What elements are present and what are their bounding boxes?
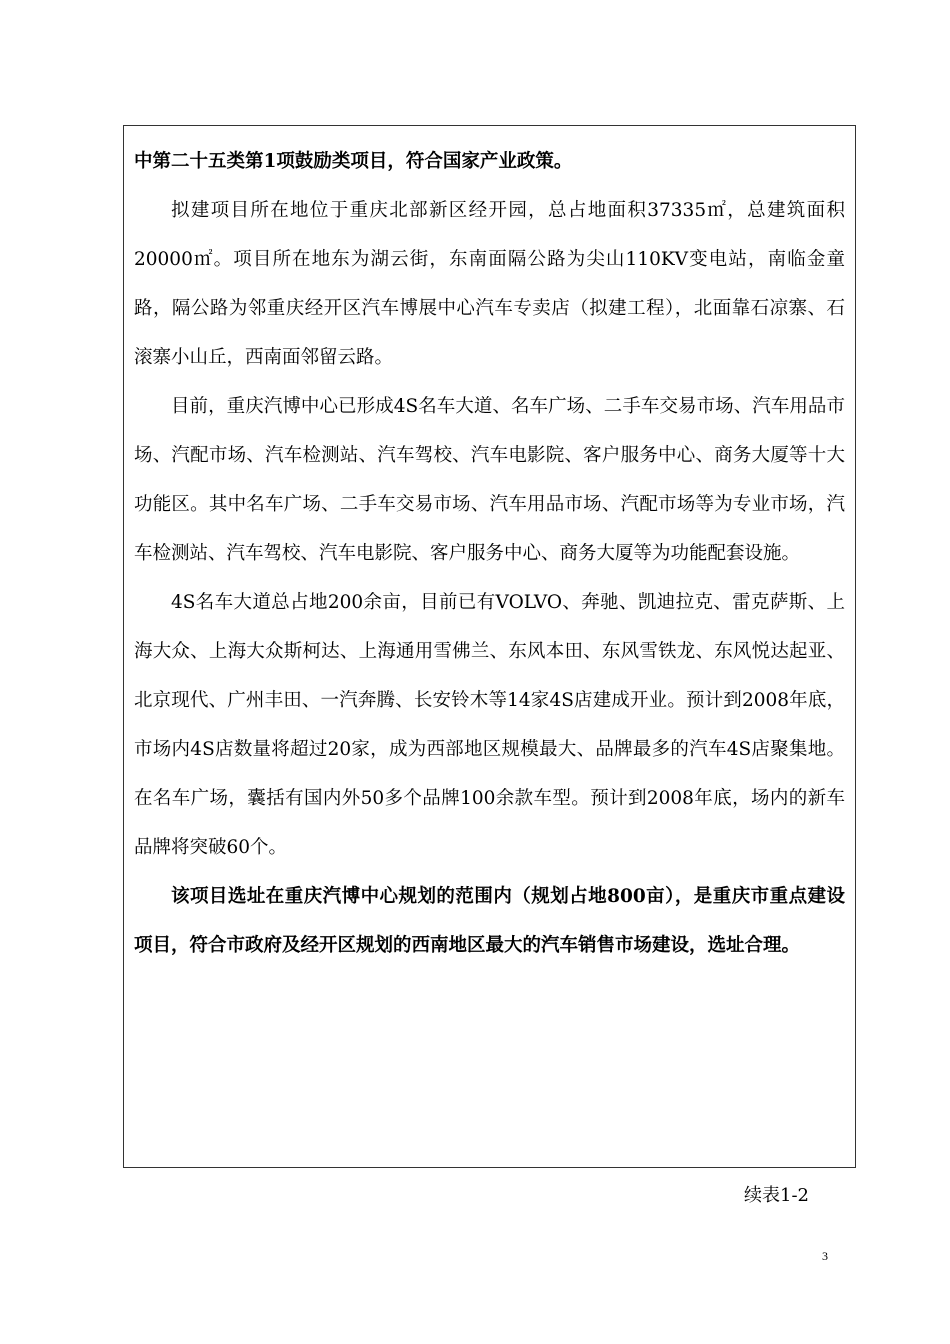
table-cell-content [134, 137, 845, 970]
paragraph-site-location: 拟建项目所在地位于重庆北部新区经开园，总占地面积37335㎡，总建筑面积20000㎡。项目所在地东为湖云街，东南面隔公路为尖山110KV变电站，南临金童路，隔公路为邻重庆经开区汽车博展中心汽车专卖店（拟建工程），北面靠石凉寨、石滚寨小山丘，西南面邻留云路。 [134, 200, 845, 368]
paragraph-auto-expo-center: 目前，重庆汽博中心已形成4S名车大道、名车广场、二手车交易市场、汽车用品市场、汽配市场、汽车检测站、汽车驾校、汽车电影院、客户服务中心、商务大厦等十大功能区。其中名车广场、二手车交易市场、汽车用品市场、汽配市场等为专业市场，汽车检测站、汽车驾校、汽车电影院、客户服务中心、商务大厦等为功能配套设施。 [134, 396, 845, 564]
continued-table-label: 续表1-2 [744, 1185, 809, 1206]
page-number: 3 [822, 1249, 828, 1263]
paragraph-industry-policy: 中第二十五类第1项鼓励类项目，符合国家产业政策。 [134, 151, 573, 172]
paragraph-site-conclusion: 该项目选址在重庆汽博中心规划的范围内（规划占地800亩），是重庆市重点建设项目，符合市政府及经开区规划的西南地区最大的汽车销售市场建设，选址合理。 [134, 886, 845, 956]
paragraph-4s-avenue: 4S名车大道总占地200余亩，目前已有VOLVO、奔驰、凯迪拉克、雷克萨斯、上海大众、上海大众斯柯达、上海通用雪佛兰、东风本田、东风雪铁龙、东风悦达起亚、北京现代、广州丰田、一汽奔腾、长安铃木等14家4S店建成开业。预计到2008年底，市场内4S店数量将超过20家，成为西部地区规模最大、品牌最多的汽车4S店聚集地。在名车广场，囊括有国内外50多个品牌100余款车型。预计到2008年底，场内的新车品牌将突破60个。 [134, 592, 845, 858]
table-frame [123, 125, 856, 1168]
